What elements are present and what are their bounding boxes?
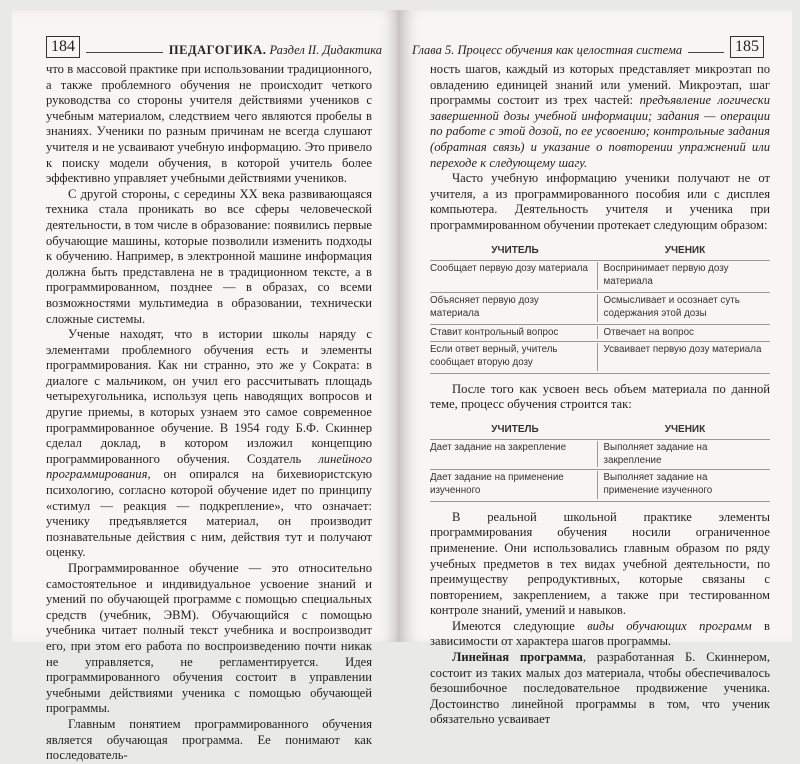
left-page — [12, 10, 400, 763]
cell: Воспринимает первую дозу материала — [597, 262, 771, 290]
table-header — [430, 423, 770, 436]
right-body-text — [430, 62, 770, 728]
cell: Выполняет задание на закрепление — [597, 441, 771, 467]
page-number: 184 — [46, 36, 80, 58]
left-running-header — [46, 36, 382, 58]
table-row — [430, 469, 770, 502]
teacher-student-table-2 — [430, 423, 770, 502]
paragraph: Линейная программа, разработанная Б. Скиннером, состоит из таких малых доз материала, чтобы обеспечивалось безошибочное последовательное продвижение ученика. Достоинство линейной программы в том, что ученик обязательно усваивает — [430, 650, 770, 727]
paragraph: Ученые находят, что в истории школы наряду с элементами проблемного обучения есть и элементы программирования. Как ни странно, это же у Сократа: в диалоге с мальчиком, он учил его рассчитывать площадь четырехугольника, используя цепь наводящих вопросов и другие приемы, в которых узнаем это самое современное программированное обучение. В 1954 году Б.Ф. Скиннер сделал доклад, в котором изложил концепцию программированного обучения. Создатель линейного программирования, он опирался на бихевиористскую психологию, согласно которой обучение идет по принципу «стимул — реакция — подкрепление», что означает: ученику предъявляется материал, он производит познавательные действия с ним, действия тут и получают оценку. — [46, 327, 372, 560]
cell: Выполняет задание на применение изученного — [597, 471, 771, 499]
table-row — [430, 439, 770, 469]
cell: Отвечает на вопрос — [597, 326, 771, 339]
paragraph: Имеются следующие виды обучающих программ в зависимости от характера шагов программы. — [430, 618, 770, 649]
paragraph: После того как усвоен весь объем материала по данной теме, процесс обучения строится так: — [430, 381, 770, 412]
paragraph: Часто учебную информацию ученики получают не от учителя, а из программированного пособия или с дисплея компьютера. Деятельность учителя и ученика при программированном обучении протекает следующим образом: — [430, 171, 770, 232]
bold-term: Линейная программа — [452, 650, 583, 665]
emphasis: виды обучающих программ — [587, 618, 752, 633]
emphasis: линейного программирования — [46, 451, 372, 482]
right-page — [400, 10, 792, 727]
col-student: УЧЕНИК — [664, 423, 706, 435]
paragraph: что в массовой практике при использовании традиционного, а также проблемного обучения не происходит четкого руководства со стороны учителя действиями учеников с учебным материалом, следствием чего являются пробелы в знаниях. Ученики по разным причинам не всегда слушают учителя и не усваивают учебную информацию. Это привело к поиску модели обучения, в которой учитель более эффективно управляет учебными действиями учеников. — [46, 62, 372, 186]
section-title: Раздел II. Дидактика — [269, 43, 382, 57]
right-running-header — [412, 36, 764, 58]
cell: Осмысливает и осознает суть содержания этой дозы — [597, 294, 771, 322]
table-row — [430, 341, 770, 374]
book-title: ПЕДАГОГИКА. — [168, 43, 267, 57]
paragraph: Главным понятием программированного обучения является обучающая программа. Ее понимают как последователь- — [46, 716, 372, 763]
cell: Ставит контрольный вопрос — [430, 326, 559, 338]
paragraph: С другой стороны, с середины XX века развивающаяся техника стала проникать во все сферы человеческой деятельности, в том числе в образование: появились первые обучающие машины, которые позволили изменить подходы к обучению. Например, в электронной машине информация должна быть представлена не в традиционном тексте, а в программированном, позднее — в образах, со всеми возможностями мультимедиа в образовании, технически сложные системы. — [46, 186, 372, 326]
paragraph: ность шагов, каждый из которых представляет микроэтап по овладению единицей знаний или умений. Микроэтап, шаг программы состоит из трех частей: предъявление логически завершенной дозы учебной информации; задания — операции по работе с этой дозой, по ее усвоению; контрольные задания (обратная связь) и указание о повторении упражнений или переходе к следующему шагу. — [430, 62, 770, 170]
teacher-student-table-1 — [430, 244, 770, 374]
page-number: 185 — [730, 36, 764, 58]
running-head — [169, 43, 382, 58]
cell: Объясняет первую дозу материала — [430, 294, 539, 319]
emphasis: предъявление логически завершенной дозы учебной информации; задания — операции по работе с этой дозой, по ее усвоению; контрольные задания (обратная связь) и указание о повторении упражнений или переходе к следующему шагу. — [430, 93, 770, 170]
paragraph: Программированное обучение — это относительно самостоятельное и индивидуальное усвоение знаний и умений по обучающей программе с помощью специальных средств (учебник, ЭВМ). Обучающийся с помощью учебника читает полный текст учебника и воспроизводит его, при этом его работа по воспроизведению почти никак не управляется, не регламентируется. Идея программированного обучения состоит в управлении учебными действиями ученика с помощью обучающей программы. — [46, 561, 372, 716]
chapter-title: Глава 5. Процесс обучения как целостная система — [412, 43, 683, 57]
cell: Дает задание на закрепление — [430, 441, 567, 453]
left-body-text — [46, 62, 372, 764]
table-header — [430, 244, 770, 257]
paragraph: В реальной школьной практике элементы программирования обучения носили ограниченное применение. Они использовались главным образом по ряду учебных предметов в тех видах учебной деятельности, по преимуществу репродуктивных, которые связаны с повторением, закреплением, а также при тестированном контроле знаний, умений и навыков. — [430, 509, 770, 618]
cell: Усваивает первую дозу материала — [597, 343, 771, 371]
header-rule — [688, 52, 724, 53]
cell: Дает задание на применение изученного — [430, 471, 564, 496]
col-teacher: УЧИТЕЛЬ — [491, 244, 539, 256]
header-rule — [86, 52, 163, 53]
table-row — [430, 324, 770, 341]
cell: Сообщает первую дозу материала — [430, 262, 588, 274]
cell: Если ответ верный, учитель сообщает вторую дозу — [430, 343, 558, 368]
col-student: УЧЕНИК — [664, 244, 706, 256]
col-teacher: УЧИТЕЛЬ — [491, 423, 539, 435]
table-row — [430, 260, 770, 292]
table-row — [430, 292, 770, 324]
